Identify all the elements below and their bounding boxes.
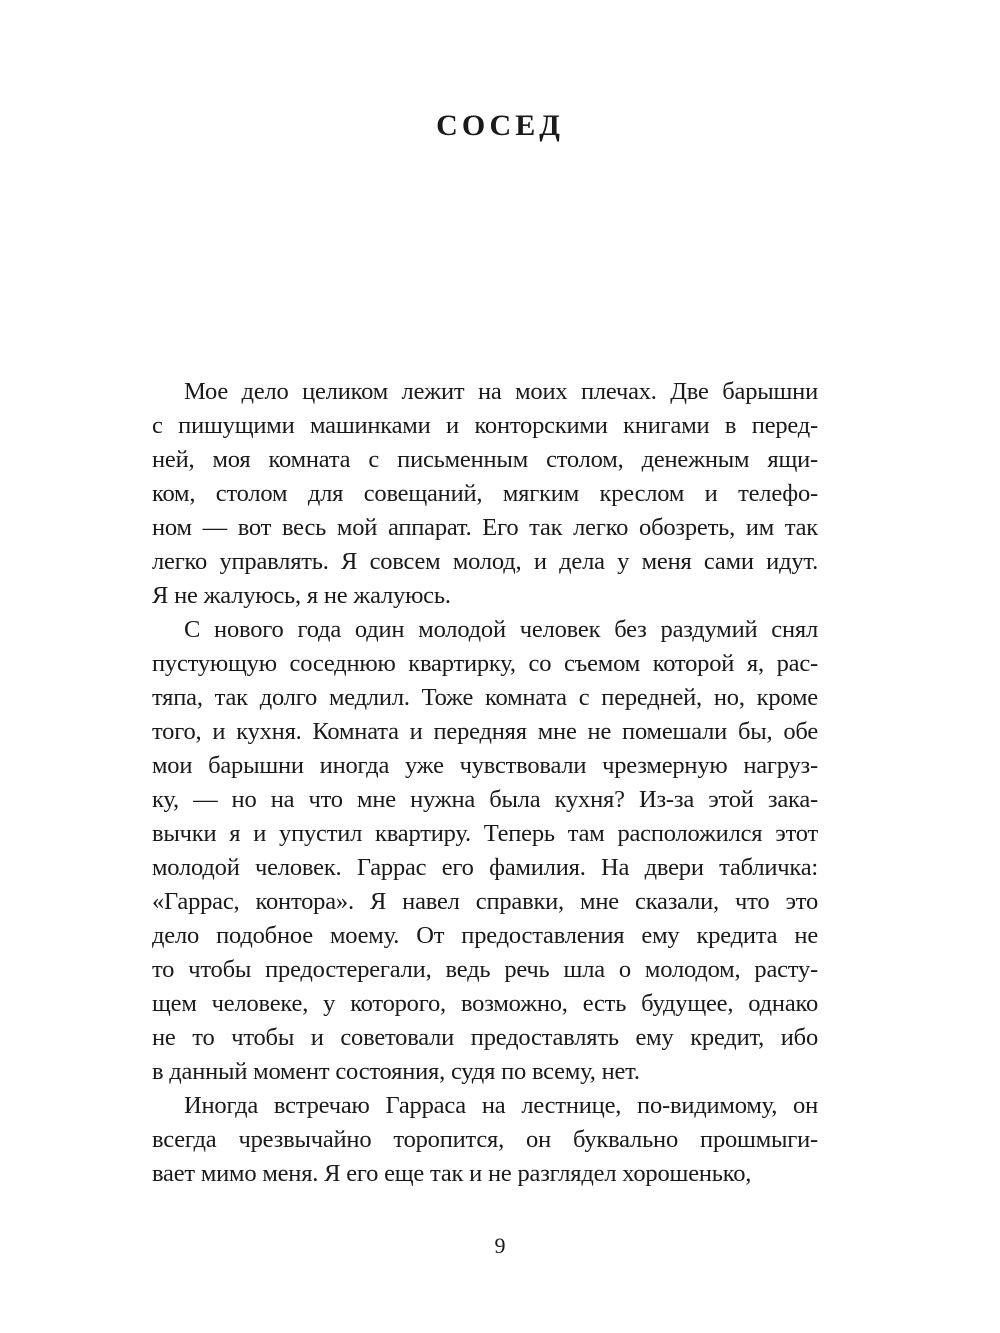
body-text [152,375,818,1191]
paragraph [152,613,818,1089]
text-line: то чтобы предостерегали, ведь речь шла о молодом, расту- [152,956,818,983]
text-line: мои барышни иногда уже чувствовали чрезмерную нагруз- [152,752,818,779]
paragraph [152,375,818,613]
text-line: не то чтобы и советовали предоставлять ему кредит, ибо [152,1024,818,1051]
text-line: легко управлять. Я совсем молод, и дела у меня сами идут. [152,548,818,575]
paragraph [152,1089,818,1191]
text-line: вает мимо меня. Я его еще так и не разглядел хорошенько, [152,1160,752,1187]
chapter-title: СОСЕД [436,109,564,142]
text-line: ном — вот весь мой аппарат. Его так легко обозреть, им так [152,514,818,541]
text-line: тяпа, так долго медлил. Тоже комната с передней, но, кроме [152,684,818,711]
text-line: ком, столом для совещаний, мягким креслом и телефо- [152,480,818,507]
text-line: щем человеке, у которого, возможно, есть будущее, однако [152,990,818,1017]
page-number: 9 [494,1233,506,1258]
text-line: с пишущими машинками и конторскими книгами в перед- [152,412,818,439]
text-line: Мое дело целиком лежит на моих плечах. Две барышни [184,378,818,405]
text-line: дело подобное моему. От предоставления ему кредита не [152,922,818,949]
text-line: Я не жалуюсь, я не жалуюсь. [152,582,451,609]
text-line: «Гаррас, контора». Я навел справки, мне сказали, что это [152,888,818,915]
text-line: С нового года один молодой человек без раздумий снял [184,616,818,643]
text-line: молодой человек. Гаррас его фамилия. На двери табличка: [152,854,818,881]
text-line: всегда чрезвычайно торопится, он буквально прошмыги- [152,1126,818,1153]
text-line: вычки я и упустил квартиру. Теперь там расположился этот [152,820,818,847]
text-line: ней, моя комната с письменным столом, денежным ящи- [152,446,818,473]
text-line: того, и кухня. Комната и передняя мне не помешали бы, обе [152,718,818,745]
text-line: ку, — но на что мне нужна была кухня? Из-за этой зака- [152,786,818,813]
text-line: пустующую соседнюю квартирку, со съемом которой я, рас- [152,650,818,677]
text-line: Иногда встречаю Гарраса на лестнице, по-видимому, он [184,1092,818,1119]
text-line: в данный момент состояния, судя по всему, нет. [152,1058,640,1085]
